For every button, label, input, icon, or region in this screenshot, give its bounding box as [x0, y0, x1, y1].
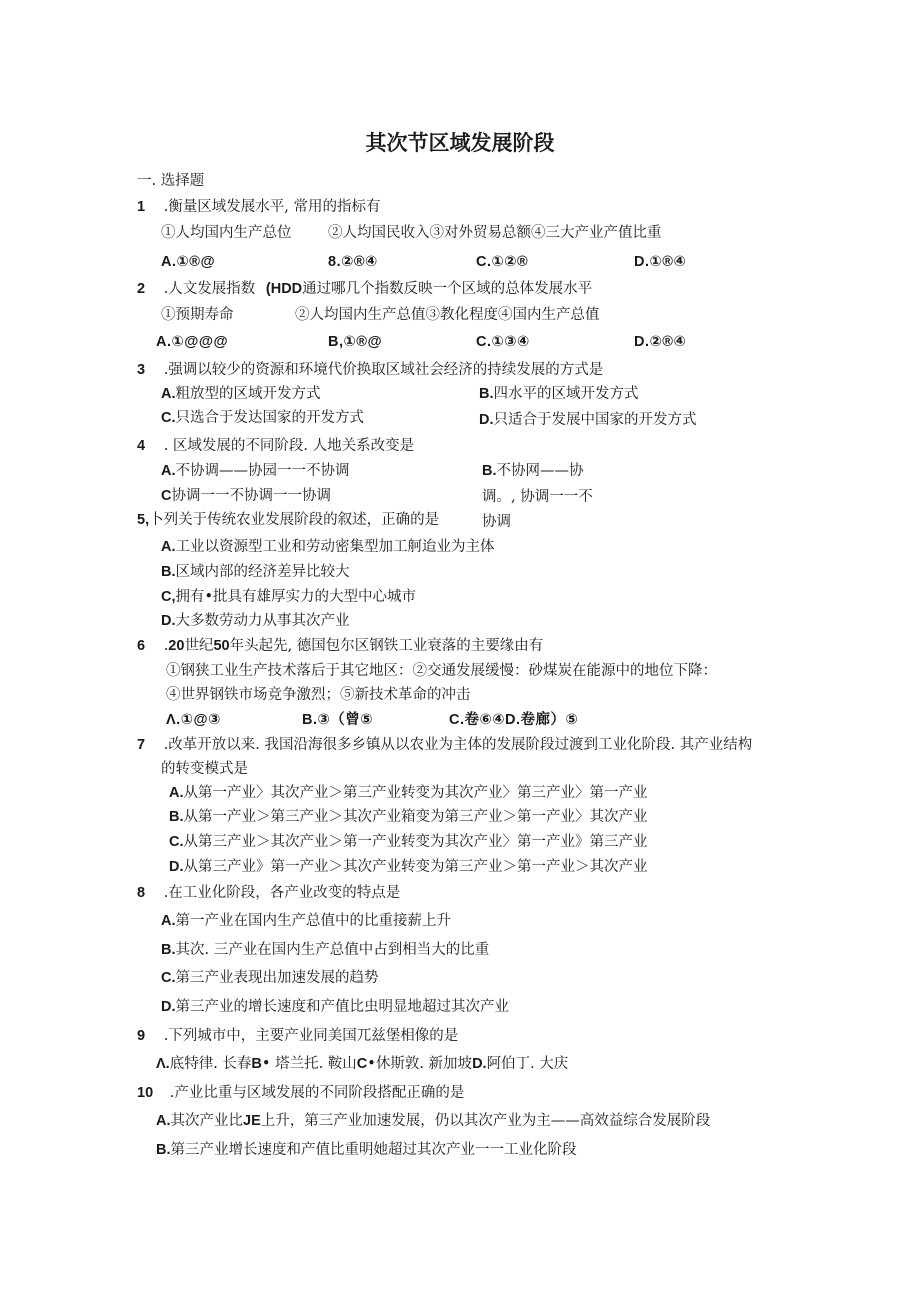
option-label: B — [251, 1056, 262, 1072]
option-text: 四水平的区域开发方式 — [493, 386, 639, 402]
option-text: 不协调——协园一一不协调 — [175, 463, 350, 479]
stem-part: . — [163, 638, 169, 654]
question-4 — [137, 436, 414, 456]
option-label: A. — [169, 785, 184, 801]
q4-option-b-continued: 调。, 协调一一不 — [482, 489, 593, 505]
option-text: • 塔兰托. 鞍山 — [261, 1056, 357, 1072]
option-text: 阿伯丁. 大庆 — [486, 1056, 569, 1072]
question-stem: .在工业化阶段，各产业改变的特点是 — [163, 885, 401, 901]
question-number: 6 — [137, 638, 146, 654]
question-number: 1 — [137, 199, 146, 215]
option-label: A. — [161, 539, 176, 555]
q10-option-b — [156, 1140, 577, 1160]
option-text: 从第一产业＞第三产业＞其次产业箱变为第三产业＞第一产业〉其次产业 — [183, 809, 648, 825]
option-text: 粗放型的区域开发方式 — [175, 386, 321, 402]
option-label: C. — [161, 970, 176, 986]
question-stem: .改革开放以来. 我国沿海很多乡镇从以农业为主体的发展阶段过渡到工业化阶段. 其产业结构 — [163, 737, 753, 753]
question-7 — [137, 735, 752, 755]
option-label: C. — [161, 410, 176, 426]
option-text: 底特律. 长春 — [169, 1056, 252, 1072]
q6-items-line-2: ④世界钢铁市场竞争激烈；⑤新技术革命的冲击 — [166, 687, 471, 703]
option-text: 从第三产业》第一产业＞其次产业转变为第三产业＞第一产业＞其次产业 — [183, 859, 648, 875]
question-stem-rest: 通过哪几个指数反映一个区域的总体发展水平 — [302, 281, 593, 297]
option-label: B. — [479, 386, 494, 402]
q7-option-b — [169, 807, 648, 827]
q1-option-d: D.①®④ — [634, 254, 687, 270]
q9-options — [156, 1054, 568, 1074]
option-label: D. — [169, 859, 184, 875]
option-label: B. — [169, 809, 184, 825]
option-label: C. — [169, 834, 184, 850]
q8-option-d — [161, 997, 509, 1017]
option-label: D. — [472, 1056, 487, 1072]
question-stem: . 区域发展的不同阶段. 人地关系改变是 — [163, 438, 415, 454]
q2-option-d: D.②®④ — [634, 334, 687, 350]
option-label: B. — [156, 1142, 171, 1158]
q5-option-b — [161, 562, 350, 582]
option-text: 只选合于发达国家的开发方式 — [175, 410, 364, 426]
option-text-bold: JE — [243, 1113, 261, 1129]
q3-option-d — [479, 410, 697, 430]
question-stem: .强调以较少的资源和环境代价换取区域社会经济的持续发展的方式是 — [163, 362, 604, 378]
q4-option-a — [161, 461, 350, 481]
question-3 — [137, 360, 603, 380]
question-number: 3 — [137, 362, 146, 378]
question-number: 7 — [137, 737, 146, 753]
q1-item-2: ②人均国民收入③对外贸易总额④三大产业产值比重 — [328, 225, 662, 241]
q2-item-2: ②人均国内生产总值③教化程度④国内生产总值 — [295, 307, 600, 323]
option-label: C — [161, 488, 172, 504]
option-label: Λ. — [156, 1056, 170, 1072]
question-stem: 卜列关于传统农业发展阶段的叙述，正确的是 — [149, 512, 440, 528]
q5-option-c — [161, 587, 416, 607]
stem-bold: 50 — [213, 638, 230, 654]
option-label: A. — [156, 1113, 171, 1129]
question-number: 8 — [137, 885, 146, 901]
option-label: D. — [479, 412, 494, 428]
option-text: 第三产业表现出加速发展的趋势 — [175, 970, 379, 986]
option-label: D. — [161, 999, 176, 1015]
q7-option-d — [169, 857, 648, 877]
stem-bold: 20 — [168, 638, 185, 654]
question-number: 2 — [137, 281, 146, 297]
q6-option-b: B.③（曾⑤ — [302, 712, 374, 728]
question-9 — [137, 1026, 458, 1046]
option-label: C, — [161, 589, 176, 605]
question-10 — [137, 1083, 464, 1103]
q7-option-a — [169, 783, 648, 803]
option-label: D. — [161, 613, 176, 629]
option-text: 从第一产业〉其次产业＞第三产业转变为其次产业〉第三产业〉第一产业 — [183, 785, 648, 801]
option-text: 第一产业在国内生产总值中的比重接薪上升 — [175, 913, 451, 929]
q10-option-a — [156, 1111, 710, 1131]
q2-item-1: ①预期寿命 — [161, 307, 234, 323]
q1-option-b: 8.②®④ — [328, 254, 378, 270]
option-text: 上升，第三产业加速发展，仍以其次产业为主——高效益综合发展阶段 — [260, 1113, 711, 1129]
option-text: 不协网——协 — [496, 463, 584, 479]
option-label: B. — [161, 564, 176, 580]
q6-option-a: Λ.①@③ — [166, 712, 221, 728]
question-1 — [137, 197, 381, 217]
stem-part: 世纪 — [184, 638, 214, 654]
question-number: 9 — [137, 1028, 146, 1044]
question-2 — [137, 279, 592, 299]
question-stem: .产业比重与区域发展的不同阶段搭配正确的是 — [169, 1085, 465, 1101]
option-text: 其次. 三产业在国内生产总值中占到相当大的比重 — [175, 942, 490, 958]
option-text: 第三产业增长速度和产值比重明她超过其次产业一一工业化阶段 — [170, 1142, 577, 1158]
option-label: B. — [161, 942, 176, 958]
option-text: 拥有•批具有雄厚实力的大型中心城市 — [175, 589, 417, 605]
q8-option-b — [161, 940, 489, 960]
option-text: 从第三产业＞其次产业＞第一产业转变为其次产业〉第一产业》第三产业 — [183, 834, 648, 850]
option-text: 协调一一不协调一一协调 — [171, 488, 331, 504]
q4-option-b — [482, 461, 584, 481]
option-text: 工业以资源型工业和劳动密集型加工舸迨业为主体 — [175, 539, 495, 555]
option-text: 大多数劳动力从事其次产业 — [175, 613, 350, 629]
option-text: •休斯敦. 新加坡 — [367, 1056, 473, 1072]
option-label: A. — [161, 913, 176, 929]
option-label: C — [356, 1056, 368, 1072]
question-5 — [137, 510, 439, 530]
question-number: 10 — [137, 1085, 154, 1101]
option-text: 其次产业比 — [170, 1113, 243, 1129]
q2-option-c: C.①③④ — [476, 334, 530, 350]
q6-items-line-1: ①钢狭工业生产技术落后于其它地区：②交通发展缓慢：砂煤炭在能源中的地位下降： — [166, 663, 717, 679]
question-number: 5, — [137, 512, 150, 528]
q2-option-b: B,①®@ — [328, 334, 383, 350]
option-label: A. — [161, 386, 176, 402]
question-6 — [137, 636, 543, 656]
question-stem: .衡量区域发展水平, 常用的指标有 — [163, 199, 381, 215]
question-stem: .人文发展指数 — [163, 281, 256, 297]
section-heading: 一. 选择题 — [137, 173, 205, 189]
question-stem: .下列城市中，主要产业同美国兀兹堡相像的是 — [163, 1028, 459, 1044]
stem-part: 年头起先, 德国包尔区钢铁工业衰落的主要缘由有 — [229, 638, 544, 654]
option-label: A. — [161, 463, 176, 479]
q3-option-a — [161, 384, 321, 404]
q7-option-c — [169, 832, 648, 852]
q4-option-b-continued-2: 协调 — [482, 514, 511, 530]
q4-option-c — [161, 486, 331, 506]
option-text: 只适合于发展中国家的开发方式 — [493, 412, 697, 428]
q8-option-a — [161, 911, 451, 931]
q1-option-a: A.①®@ — [161, 254, 216, 270]
q5-option-d — [161, 611, 350, 631]
q6-option-c-d: C.卷⑥④D.卷廊）⑤ — [449, 712, 579, 728]
page-title: 其次节区域发展阶段 — [365, 131, 555, 155]
q3-option-b — [479, 384, 639, 404]
question-8 — [137, 883, 400, 903]
q1-option-c: C.①②® — [476, 254, 529, 270]
option-label: B. — [482, 463, 497, 479]
q1-item-1: ①人均国内生产总位 — [161, 225, 292, 241]
q3-option-c — [161, 408, 364, 428]
option-text: 第三产业的增长速度和产值比虫明显地超过其次产业 — [175, 999, 509, 1015]
question-stem — [164, 638, 544, 654]
question-number: 4 — [137, 438, 146, 454]
question-stem-bold: (HDD — [265, 281, 303, 297]
option-text: 区域内部的经济差异比较大 — [175, 564, 350, 580]
q8-option-c — [161, 968, 379, 988]
question-7-stem-continued: 的转变模式是 — [161, 761, 248, 777]
q2-option-a: A.①@@@ — [156, 334, 229, 350]
q5-option-a — [161, 537, 495, 557]
